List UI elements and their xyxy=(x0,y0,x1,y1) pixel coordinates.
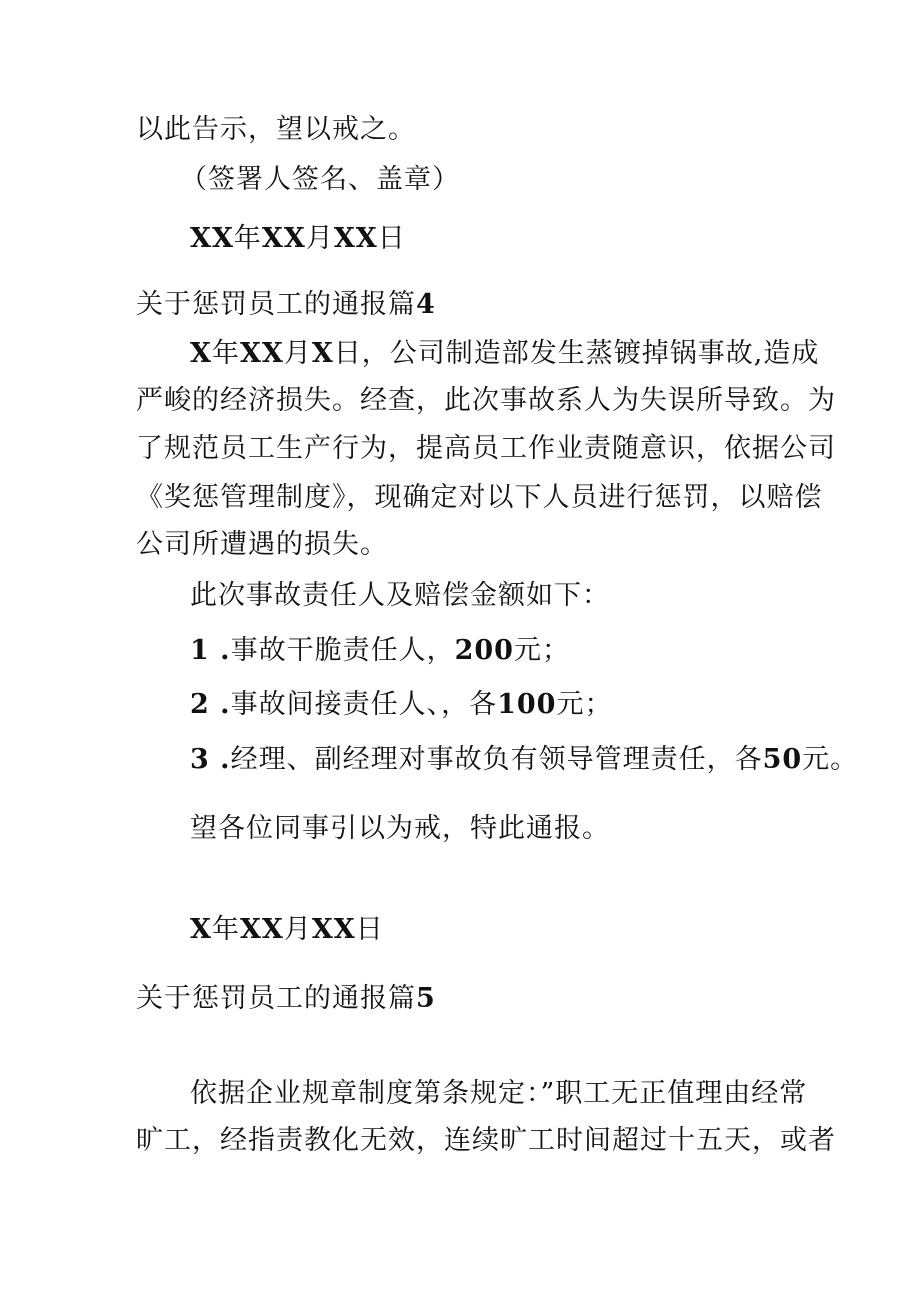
text-run: 月 xyxy=(283,338,312,369)
text-run: X xyxy=(190,338,212,369)
section-heading xyxy=(136,982,436,1016)
text-run: 依据企业规章制度第条规定：”职工无正值理由经常 xyxy=(190,1078,808,1109)
text-run: XX xyxy=(239,914,284,945)
paragraph-line xyxy=(190,579,610,613)
text-run: 此次事故责任人及赔偿金额如下： xyxy=(190,580,610,611)
date-line xyxy=(190,222,406,256)
date-line xyxy=(190,913,384,947)
text-run: 元。 xyxy=(802,744,859,775)
paragraph-line xyxy=(136,481,823,515)
paragraph-line xyxy=(190,337,819,371)
text-run: XX xyxy=(333,223,378,254)
signature-note xyxy=(180,163,460,197)
text-run: 月 xyxy=(305,223,334,254)
text-run: 1 . xyxy=(190,635,231,666)
text-run: 200 xyxy=(454,635,514,666)
text-run: 2 . xyxy=(190,689,231,720)
text-run: 经理、副经理对事故负有领导管理责任，各 xyxy=(230,744,763,775)
paragraph-line xyxy=(136,384,836,418)
text-run: 年 xyxy=(233,223,262,254)
text-run: 严峻的经济损失。经查，此次事故系人为失误所导致。为 xyxy=(136,385,836,416)
text-run: 年 xyxy=(211,338,240,369)
text-run: 日 xyxy=(377,223,406,254)
text-run: XX xyxy=(239,338,284,369)
list-item xyxy=(190,743,858,777)
text-run: 《奖惩管理制度》，现确定对以下人员进行惩罚，以赔偿 xyxy=(136,482,823,513)
text-run: 月 xyxy=(283,914,312,945)
text-run: XX xyxy=(190,223,234,254)
paragraph-line xyxy=(136,528,388,562)
text-run: 年 xyxy=(211,914,240,945)
paragraph-line xyxy=(136,432,836,466)
text-line xyxy=(136,113,416,147)
paragraph-line xyxy=(136,1124,836,1158)
text-run: X xyxy=(190,914,212,945)
text-run: 了规范员工生产行为，提高员工作业责随意识，依据公司 xyxy=(136,433,836,464)
paragraph-line xyxy=(190,1077,807,1111)
text-run: 日 xyxy=(355,914,384,945)
text-run: XX xyxy=(261,223,306,254)
text-run: 4 xyxy=(416,289,436,320)
text-run: 100 xyxy=(497,689,557,720)
text-run: 旷工，经指责教化无效，连续旷工时间超过十五天，或者 xyxy=(136,1125,836,1156)
text-run: 望各位同事引以为戒，特此通报。 xyxy=(190,813,610,844)
text-run: 事故干脆责任人， xyxy=(230,635,455,666)
text-run: 关于惩罚员工的通报篇 xyxy=(136,983,416,1014)
text-run: 元； xyxy=(556,689,613,720)
section-heading xyxy=(136,288,436,322)
paragraph-line xyxy=(190,812,610,846)
text-run: 公司所遭遇的损失。 xyxy=(136,529,388,560)
text-run: XX xyxy=(311,914,356,945)
text-run: 关于惩罚员工的通报篇 xyxy=(136,289,416,320)
text-run: 以此告示，望以戒之。 xyxy=(136,114,416,145)
text-run: 事故间接责任人、，各 xyxy=(230,689,498,720)
list-item xyxy=(190,634,570,668)
list-item xyxy=(190,688,612,722)
text-run: 日，公司制造部发生蒸镀掉锅事故,造成 xyxy=(333,338,820,369)
text-run: 5 xyxy=(416,983,436,1014)
text-run: X xyxy=(311,338,334,369)
text-run: 3 . xyxy=(190,744,231,775)
text-run: 50 xyxy=(762,744,803,775)
text-run: （签署人签名、盖章） xyxy=(180,164,460,195)
text-run: 元； xyxy=(513,635,570,666)
